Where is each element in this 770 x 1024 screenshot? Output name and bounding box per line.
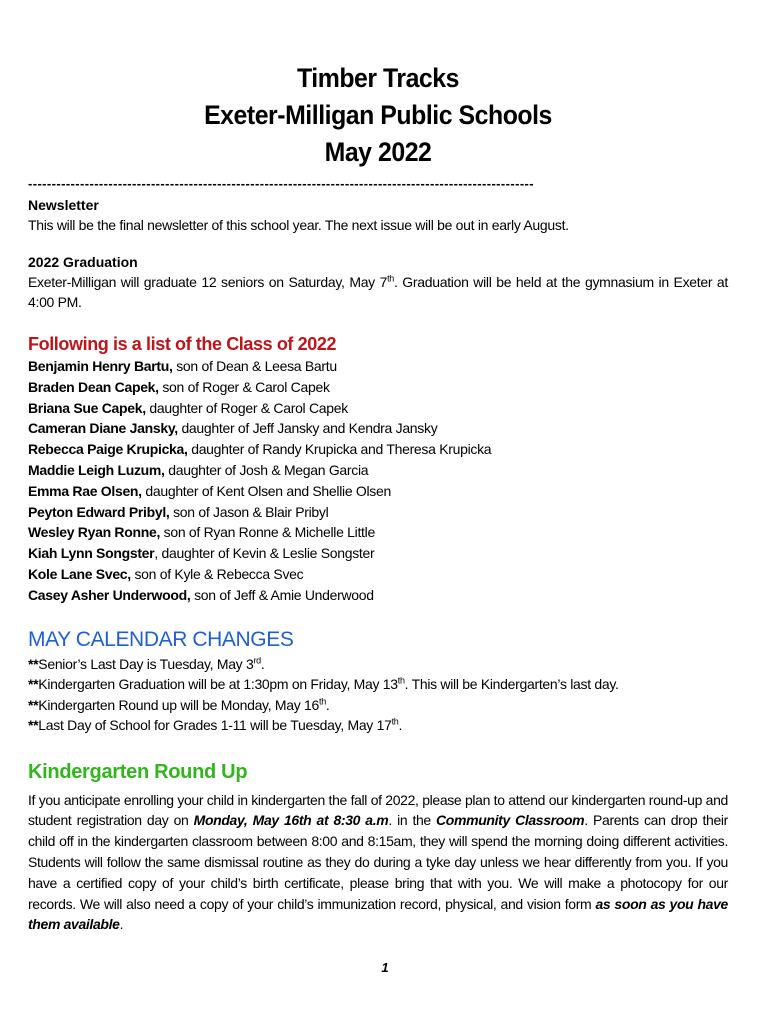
student-entry (28, 439, 728, 460)
student-name: Wesley Ryan Ronne, (28, 524, 161, 541)
student-name: Braden Dean Capek, (28, 378, 159, 395)
class-list-heading: Following is a list of the Class of 2022 (28, 334, 337, 354)
newsletter-heading: Newsletter (28, 197, 99, 213)
student-entry (28, 481, 728, 502)
student-parents: son of Kyle & Rebecca Svec (130, 565, 304, 582)
student-name: Maddie Leigh Luzum, (28, 461, 165, 478)
student-parents: son of Jason & Blair Pribyl (169, 503, 329, 520)
kindergarten-heading: Kindergarten Round Up (28, 760, 248, 783)
ordinal-suffix: th (319, 695, 326, 706)
calendar-text: Kindergarten Graduation will be at 1:30pm on Friday, May 13 (38, 676, 398, 693)
calendar-list (28, 654, 728, 736)
student-entry (28, 460, 728, 481)
student-parents: , daughter of Kevin & Leslie Songster (154, 545, 375, 562)
student-entry (28, 377, 728, 398)
calendar-text: . (260, 655, 265, 672)
student-parents: son of Jeff & Amie Underwood (190, 586, 374, 603)
newsletter-text: This will be the final newsletter of this school year. The next issue will be out in early August. (28, 217, 569, 233)
masthead (28, 60, 728, 171)
bullet-stars: ** (28, 696, 39, 713)
student-name: Kole Lane Svec, (28, 565, 131, 582)
student-name: Benjamin Henry Bartu, (28, 358, 173, 374)
student-entry (28, 585, 728, 606)
student-parents: daughter of Jeff Jansky and Kendra Jansky (177, 420, 438, 437)
bullet-stars: ** (28, 676, 39, 693)
kindergarten-text (28, 790, 728, 936)
newsletter-title: Timber Tracks (296, 63, 460, 93)
student-entry (28, 398, 728, 419)
calendar-text: . This will be Kindergarten’s last day. (404, 676, 619, 693)
document-page (28, 60, 728, 935)
ordinal-suffix: th (387, 273, 394, 284)
graduation-text-part: . Graduation will be held at the gymnasium in Exeter at 4:00 PM. (28, 274, 729, 310)
calendar-heading: MAY CALENDAR CHANGES (28, 627, 294, 651)
student-list (28, 356, 728, 606)
student-name: Rebecca Paige Krupicka, (28, 441, 188, 458)
asap-emphasis: as soon as you have them available (28, 895, 728, 933)
student-entry (28, 564, 728, 585)
student-entry (28, 522, 728, 543)
calendar-text: . (325, 696, 330, 713)
graduation-heading: 2022 Graduation (28, 254, 138, 270)
school-name: Exeter-Milligan Public Schools (204, 100, 552, 130)
graduation-text-part: Exeter-Milligan will graduate 12 seniors on Saturday, May 7 (28, 274, 388, 290)
student-name: Peyton Edward Pribyl, (28, 503, 170, 520)
student-parents: son of Roger & Carol Capek (158, 378, 330, 395)
ordinal-suffix: th (391, 716, 399, 727)
calendar-item (28, 715, 728, 736)
student-entry (28, 502, 728, 523)
kindergarten-text-part: If you anticipate enrolling your child in kindergarten the fall of 2022, please plan to attend our kindergarten round-up and student registration day on (28, 791, 728, 829)
calendar-item (28, 654, 728, 675)
student-name: Emma Rae Olsen, (28, 482, 142, 499)
issue-date: May 2022 (324, 137, 432, 167)
student-parents: son of Ryan Ronne & Michelle Little (160, 524, 375, 541)
student-entry (28, 356, 728, 377)
calendar-text: Senior’s Last Day is Tuesday, May 3 (38, 655, 254, 672)
student-parents: daughter of Kent Olsen and Shellie Olsen (141, 482, 391, 499)
student-parents: daughter of Josh & Megan Garcia (164, 461, 369, 478)
student-name: Cameran Diane Jansky, (28, 420, 178, 437)
roundup-location: Community Classroom (436, 812, 585, 829)
student-name: Kiah Lynn Songster (28, 545, 155, 562)
student-entry (28, 418, 728, 439)
student-name: Casey Asher Underwood, (28, 586, 191, 603)
ordinal-suffix: th (397, 675, 405, 686)
bullet-stars: ** (28, 655, 39, 672)
student-parents: son of Dean & Leesa Bartu (172, 358, 337, 374)
roundup-date: Monday, May 16th at 8:30 a.m (193, 812, 389, 829)
calendar-text: Last Day of School for Grades 1-11 will be Tuesday, May 17 (38, 717, 392, 734)
calendar-text: Kindergarten Round up will be Monday, May 16 (38, 696, 320, 713)
student-name: Briana Sue Capek, (28, 399, 146, 416)
calendar-item (28, 695, 728, 716)
calendar-item (28, 674, 728, 695)
ordinal-suffix: rd (253, 654, 261, 665)
student-parents: daughter of Randy Krupicka and Theresa Krupicka (187, 441, 492, 458)
kindergarten-text-part: . Parents can drop their child off in the kindergarten classroom between 8:00 and 8:15am, they will spend the morning doing different activities. Students will follow the same dismissal routine as they do during a tyke day unless we hear differently from you. If you have a certified copy of your child’s birth certificate, please bring that with you. We will make a photocopy for our records. We will also need a copy of your child’s immunization record, physical, and vision form (28, 812, 728, 912)
student-parents: daughter of Roger & Carol Capek (145, 399, 348, 416)
bullet-stars: ** (28, 717, 39, 734)
page-number: 1 (381, 960, 389, 975)
kindergarten-text-part: . in the (388, 812, 437, 829)
kindergarten-text-part: . (119, 916, 124, 933)
divider-rule: ----------------------------------------------------------------------------------------------------------- (28, 176, 535, 191)
calendar-text: . (398, 717, 403, 734)
graduation-text (28, 272, 728, 312)
student-entry (28, 543, 728, 564)
